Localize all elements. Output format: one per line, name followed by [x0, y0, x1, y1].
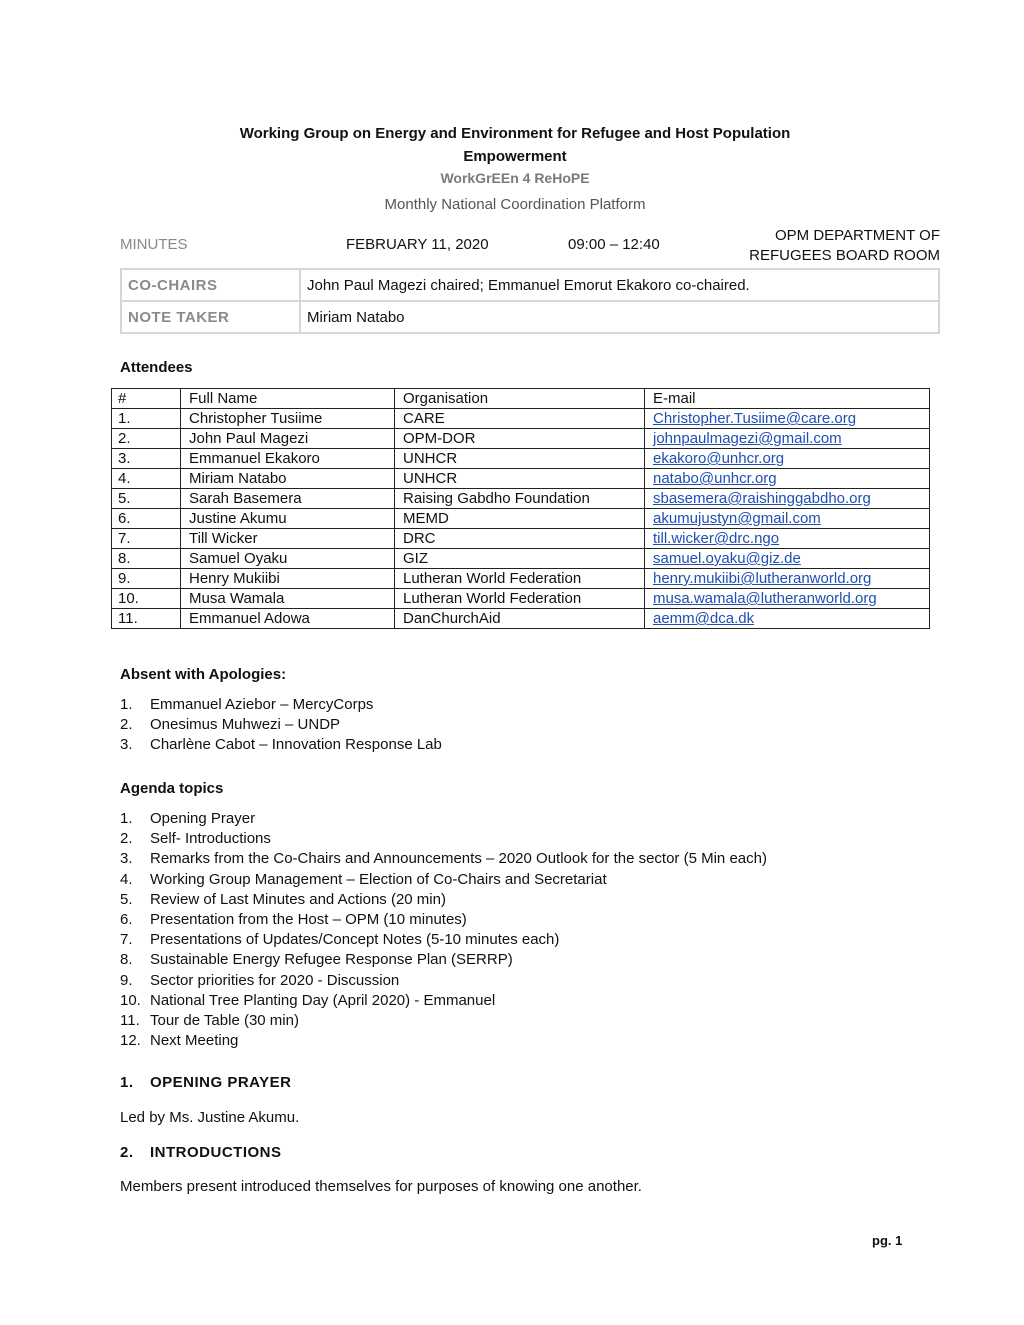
cochairs-row [121, 269, 939, 301]
attendee-email-link[interactable]: akumujustyn@gmail.com [645, 509, 930, 529]
absent-heading: Absent with Apologies: [120, 666, 287, 683]
list-text: Sustainable Energy Refugee Response Plan (SERRP) [150, 951, 513, 969]
attendee-name: Emmanuel Ekakoro [181, 449, 395, 469]
list-number: 1. [120, 696, 133, 713]
list-item [120, 829, 767, 849]
attendee-email-link[interactable]: natabo@unhcr.org [645, 469, 930, 489]
table-row [112, 549, 930, 569]
notetaker-label: NOTE TAKER [121, 301, 300, 333]
list-text: Remarks from the Co-Chairs and Announcements – 2020 Outlook for the sector (5 Min each) [150, 850, 767, 868]
attendee-organisation: Raising Gabdho Foundation [395, 489, 645, 509]
list-number: 8. [120, 951, 133, 969]
section-2-text: Members present introduced themselves for purposes of knowing one another. [120, 1178, 642, 1195]
row-number: 8. [112, 549, 181, 569]
title-line-1: Working Group on Energy and Environment for Refugee and Host Population [239, 125, 791, 142]
list-number: 1. [120, 810, 133, 827]
attendee-name: Christopher Tusiime [181, 409, 395, 429]
attendee-email-link[interactable]: musa.wamala@lutheranworld.org [645, 589, 930, 609]
attendee-name: Musa Wamala [181, 589, 395, 609]
table-row [112, 509, 930, 529]
list-number: 12. [120, 1032, 141, 1050]
table-row [112, 609, 930, 629]
attendee-organisation: Lutheran World Federation [395, 589, 645, 609]
table-row [112, 449, 930, 469]
list-number: 3. [120, 850, 133, 868]
table-row [112, 469, 930, 489]
col-header-number: # [112, 389, 181, 409]
attendee-email-link[interactable]: sbasemera@raishinggabdho.org [645, 489, 930, 509]
list-number: 10. [120, 991, 141, 1009]
list-item [120, 971, 767, 991]
row-number: 5. [112, 489, 181, 509]
list-number: 3. [120, 736, 133, 754]
list-item [120, 715, 442, 735]
col-header-organisation: Organisation [395, 389, 645, 409]
list-item [120, 950, 767, 970]
venue-line-2: REFUGEES BOARD ROOM [749, 247, 940, 264]
list-text: Next Meeting [150, 1032, 239, 1050]
attendee-email-link[interactable]: Christopher.Tusiime@care.org [645, 409, 930, 429]
list-text: Charlène Cabot – Innovation Response Lab [150, 736, 442, 754]
section-1-title: OPENING PRAYER [150, 1074, 292, 1091]
list-text: Emmanuel Aziebor – MercyCorps [150, 696, 374, 713]
venue-line-1: OPM DEPARTMENT OF [774, 227, 940, 244]
attendee-name: Henry Mukiibi [181, 569, 395, 589]
list-item [120, 910, 767, 930]
col-header-name: Full Name [181, 389, 395, 409]
row-number: 4. [112, 469, 181, 489]
attendee-organisation: UNHCR [395, 449, 645, 469]
meeting-date: FEBRUARY 11, 2020 [346, 236, 489, 253]
attendee-email-link[interactable]: henry.mukiibi@lutheranworld.org [645, 569, 930, 589]
attendee-name: Till Wicker [181, 529, 395, 549]
list-item [120, 991, 767, 1011]
attendee-organisation: DanChurchAid [395, 609, 645, 629]
list-text: Sector priorities for 2020 - Discussion [150, 971, 400, 989]
attendee-name: Samuel Oyaku [181, 549, 395, 569]
table-row [112, 409, 930, 429]
list-item [120, 930, 767, 950]
list-number: 2. [120, 830, 133, 848]
attendee-name: Justine Akumu [181, 509, 395, 529]
chair-info-table [120, 268, 940, 334]
row-number: 2. [112, 429, 181, 449]
meeting-meta [120, 226, 940, 266]
list-number: 9. [120, 971, 133, 989]
list-item [120, 695, 442, 715]
attendee-organisation: CARE [395, 409, 645, 429]
table-row [112, 429, 930, 449]
attendee-organisation: GIZ [395, 549, 645, 569]
document-title [150, 122, 880, 168]
row-number: 11. [112, 609, 181, 629]
list-item [120, 809, 767, 829]
attendees-header-row [112, 389, 930, 409]
section-2-number: 2. [120, 1144, 134, 1161]
list-text: National Tree Planting Day (April 2020) - Emmanuel [150, 991, 496, 1009]
list-number: 5. [120, 890, 133, 908]
attendees-table [111, 388, 930, 629]
agenda-heading: Agenda topics [120, 780, 224, 797]
section-1-heading [120, 1074, 291, 1091]
minutes-label: MINUTES [120, 236, 188, 253]
row-number: 10. [112, 589, 181, 609]
list-item [120, 1031, 767, 1051]
list-item [120, 849, 767, 869]
attendee-email-link[interactable]: ekakoro@unhcr.org [645, 449, 930, 469]
cochairs-value: John Paul Magezi chaired; Emmanuel Emorut Ekakoro co-chaired. [300, 269, 939, 301]
table-row [112, 569, 930, 589]
list-number: 4. [120, 870, 133, 888]
list-text: Opening Prayer [150, 810, 256, 827]
list-text: Working Group Management – Election of Co-Chairs and Secretariat [150, 870, 607, 888]
cochairs-label: CO-CHAIRS [121, 269, 300, 301]
attendee-organisation: UNHCR [395, 469, 645, 489]
list-number: 11. [120, 1012, 140, 1030]
attendee-organisation: DRC [395, 529, 645, 549]
list-text: Presentation from the Host – OPM (10 minutes) [150, 911, 467, 929]
page-number: pg. 1 [872, 1233, 903, 1248]
table-row [112, 489, 930, 509]
table-row [112, 589, 930, 609]
list-text: Review of Last Minutes and Actions (20 min) [150, 890, 446, 908]
meeting-time: 09:00 – 12:40 [568, 236, 660, 253]
list-text: Self- Introductions [150, 830, 271, 848]
attendee-name: Sarah Basemera [181, 489, 395, 509]
row-number: 3. [112, 449, 181, 469]
row-number: 6. [112, 509, 181, 529]
list-text: Tour de Table (30 min) [150, 1012, 299, 1030]
table-row [112, 529, 930, 549]
col-header-email: E-mail [645, 389, 930, 409]
section-2-title: INTRODUCTIONS [150, 1144, 282, 1161]
list-text: Presentations of Updates/Concept Notes (5-10 minutes each) [150, 931, 560, 949]
row-number: 7. [112, 529, 181, 549]
list-text: Onesimus Muhwezi – UNDP [150, 716, 341, 734]
attendee-organisation: MEMD [395, 509, 645, 529]
notetaker-row [121, 301, 939, 333]
title-line-2: Empowerment [463, 148, 567, 165]
meeting-venue [710, 226, 940, 266]
section-2-heading [120, 1144, 282, 1161]
list-number: 7. [120, 931, 133, 949]
attendee-email-link[interactable]: aemm@dca.dk [645, 609, 930, 629]
row-number: 9. [112, 569, 181, 589]
attendee-email-link[interactable]: till.wicker@drc.ngo [645, 529, 930, 549]
row-number: 1. [112, 409, 181, 429]
list-number: 2. [120, 716, 133, 734]
absent-list [120, 695, 442, 756]
section-1-number: 1. [120, 1074, 134, 1091]
attendee-name: Emmanuel Adowa [181, 609, 395, 629]
notetaker-value: Miriam Natabo [300, 301, 939, 333]
attendee-organisation: Lutheran World Federation [395, 569, 645, 589]
agenda-list [120, 809, 767, 1051]
list-item [120, 890, 767, 910]
list-item [120, 1011, 767, 1031]
attendee-name: John Paul Magezi [181, 429, 395, 449]
attendee-email-link[interactable]: samuel.oyaku@giz.de [645, 549, 930, 569]
attendee-email-link[interactable]: johnpaulmagezi@gmail.com [645, 429, 930, 449]
list-item [120, 735, 442, 755]
list-item [120, 870, 767, 890]
attendee-name: Miriam Natabo [181, 469, 395, 489]
attendees-heading: Attendees [120, 359, 193, 376]
platform-name: Monthly National Coordination Platform [384, 196, 646, 213]
attendee-organisation: OPM-DOR [395, 429, 645, 449]
section-1-text: Led by Ms. Justine Akumu. [120, 1109, 300, 1126]
group-acronym: WorkGrEEn 4 ReHoPE [440, 170, 590, 186]
list-number: 6. [120, 911, 133, 929]
